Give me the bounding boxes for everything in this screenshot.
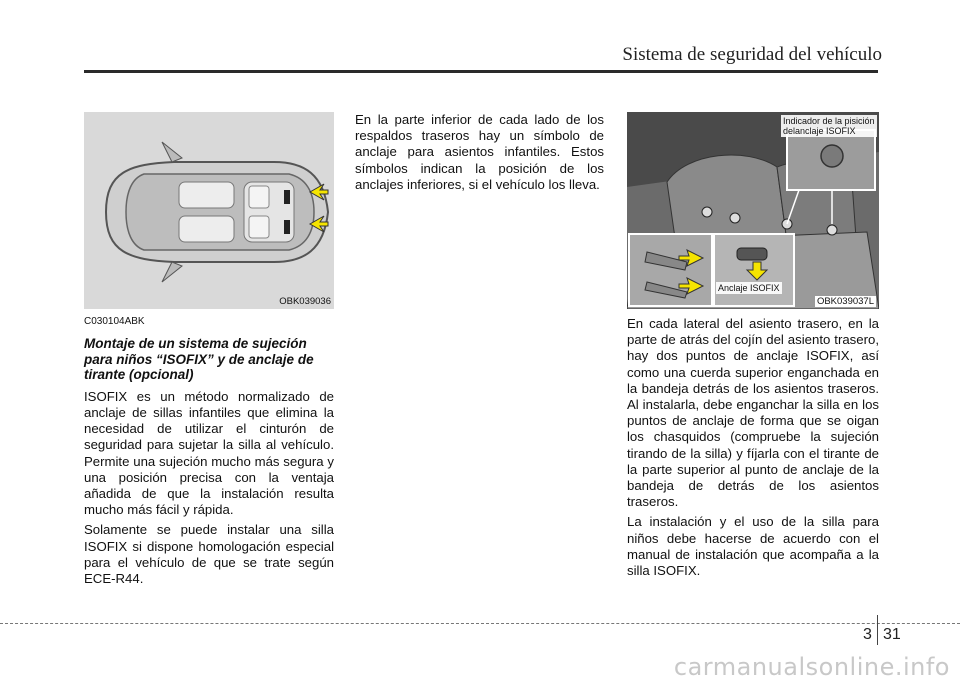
paragraph: La instalación y el uso de la silla para niños debe hacerse de acuerdo con el manual de instalación que acompaña a la silla ISOFIX. — [627, 514, 879, 579]
chapter-number: 3 — [863, 626, 872, 643]
section-subtitle: Montaje de un sistema de sujeción para niños “ISOFIX” y de anclaje de tirante (opcional) — [84, 336, 314, 383]
anchor-label: Anclaje ISOFIX — [718, 283, 780, 293]
page-number: 31 — [883, 626, 901, 643]
page-divider — [877, 615, 878, 645]
rear-seat-illustration — [627, 112, 879, 309]
middle-column — [355, 112, 604, 197]
indicator-label: Indicador de la pisición delanclaje ISOFIX — [781, 115, 877, 137]
paragraph: En la parte inferior de cada lado de los respaldos traseros hay un símbolo de anclaje para asientos infantiles. Estos símbolos indican la posición de los anclajes inferiores, si el vehículo los lleva. — [355, 112, 604, 192]
paragraph: Solamente se puede instalar una silla ISOFIX si dispone homologación especial para el vehículo de que se trate según ECE-R44. — [84, 522, 334, 586]
figure-code: OBK039036 — [279, 296, 331, 307]
footer-rule — [0, 623, 960, 624]
car-topview-illustration — [84, 112, 334, 309]
left-column — [84, 314, 334, 591]
section-code: C030104ABK — [84, 316, 145, 327]
header-rule — [84, 70, 878, 73]
car-topview-figure — [84, 112, 334, 309]
watermark: carmanualsonline.info — [673, 653, 950, 681]
rear-seat-figure — [627, 112, 879, 309]
figure-code: OBK039037L — [816, 296, 874, 307]
paragraph: En cada lateral del asiento trasero, en la parte de atrás del cojín del asiento trasero, hay dos puntos de anclaje ISOFIX, así como una cuerda superior enganchada en la bandeja detrás de los asientos traseros. Al instalarla, debe enganchar la silla en los puntos de anclaje de forma que se oigan los chasquidos (compruebe la sujeción tirando de la silla) y fíjarla con el tirante de la parte superior al punto de anclaje de la bandeja de detrás de los asientos traseros. — [627, 316, 879, 510]
right-column — [627, 316, 879, 583]
page-header-title: Sistema de seguridad del vehículo — [622, 44, 882, 65]
paragraph: ISOFIX es un método normalizado de anclaje de sillas infantiles que elimina la necesidad de utilizar el cinturón de seguridad para sujetar la silla al vehículo. Permite una sujeción mucho más segura y una posición precisa con la ventaja añadida de que la instalación resulta mucho más fácil y rápida. — [84, 388, 334, 518]
